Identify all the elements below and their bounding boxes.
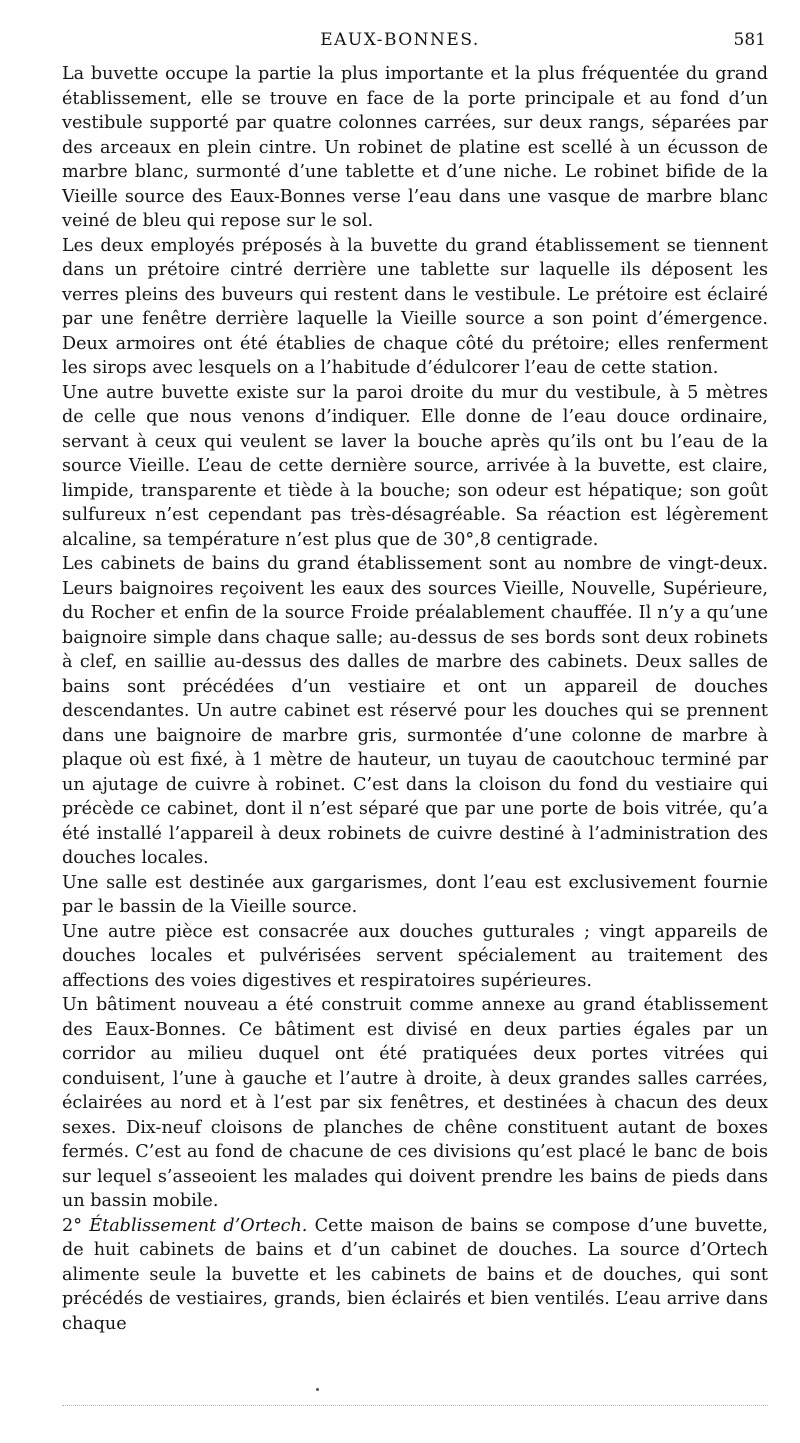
body-text bbox=[62, 62, 768, 1336]
section-heading: Établissement d’Ortech. bbox=[89, 1215, 308, 1236]
print-speck bbox=[316, 1388, 319, 1391]
paragraph-douches-gutturales: Une autre pièce est consacrée aux douches gutturales ; vingt appareils de douches locales et pulvérisées servent spécialement au traitement des affections des voies digestives et respiratoires supérieures. bbox=[62, 921, 768, 991]
running-head bbox=[0, 30, 800, 54]
paragraph-ortech bbox=[62, 1214, 768, 1337]
paragraph-employes: Les deux employés préposés à la buvette du grand établissement se tiennent dans un prétoire cintré derrière une tablette sur laquelle ils déposent les verres pleins des buveurs qui restent dans le vestibule. Le prétoire est éclairé par une fenêtre derrière laquelle la Vieille source a son point d’émergence. Deux armoires ont été établies de chaque côté du prétoire; elles renferment les sirops avec lesquels on a l’habitude d’édulcorer l’eau de cette station. bbox=[62, 235, 768, 378]
bottom-bleed-line bbox=[62, 1405, 768, 1406]
paragraph-cabinets-bains: Les cabinets de bains du grand établissement sont au nombre de vingt-deux. Leurs baignoires reçoivent les eaux des sources Vieille, Nouvelle, Supérieure, du Rocher et enfin de la source Froide préalablement chauffée. Il n’y a qu’une baignoire simple dans chaque salle; au-dessus de ses bords sont deux robinets à clef, en saillie au-dessus des dalles de marbre des cabinets. Deux salles de bains sont précédées d’un vestiaire et ont un appareil de douches descendantes. Un autre cabinet est réservé pour les douches qui se prennent dans une baignoire de marbre gris, surmontée d’une colonne de marbre à plaque où est fixé, à 1 mètre de hauteur, un tuyau de caoutchouc terminé par un ajutage de cuivre à robinet. C’est dans la cloison du fond du vestiaire qui précède ce cabinet, dont il n’est séparé que par une porte de bois vitrée, qu’a été installé l’appareil à deux robinets de cuivre destiné à l’administration des douches locales. bbox=[62, 554, 768, 868]
running-title: EAUX-BONNES. bbox=[320, 30, 480, 50]
paragraph-buvette: La buvette occupe la partie la plus importante et la plus fréquentée du grand établissement, elle se trouve en face de la porte principale et au fond d’un vestibule supporté par quatre colonnes carrées, sur deux rangs, séparées par des arceaux en plein cintre. Un robinet de platine est scellé à un écusson de marbre blanc, surmonté d’une tablette et d’une niche. Le robinet bifide de la Vieille source des Eaux-Bonnes verse l’eau dans une vasque de marbre blanc veiné de bleu qui repose sur le sol. bbox=[62, 64, 768, 231]
page-number: 581 bbox=[733, 30, 766, 50]
section-text: Cette maison de bains se compose d’une buvette, de huit cabinets de bains et d’un cabinet de douches. La source d’Ortech alimente seule la buvette et les cabinets de bains et de douches, qui sont précédés de vestiaires, grands, bien éclairés et bien ventilés. L’eau arrive dans chaque bbox=[62, 1215, 769, 1334]
paragraph-autre-buvette: Une autre buvette existe sur la paroi droite du mur du vestibule, à 5 mètres de celle que nous venons d’indiquer. Elle donne de l’eau douce ordinaire, servant à ceux qui veulent se laver la bouche après qu’ils ont bu l’eau de la source Vieille. L’eau de cette dernière source, arrivée à la buvette, est claire, limpide, transparente et tiède à la bouche; son odeur est hépatique; son goût sulfureux n’est cependant pas très-désagréable. Sa réaction est légèrement alcaline, sa température n’est plus que de 30°,8 centigrade. bbox=[62, 382, 768, 550]
paragraph-gargarismes: Une salle est destinée aux gargarismes, dont l’eau est exclusivement fournie par le bassin de la Vieille source. bbox=[62, 872, 768, 917]
section-number: 2° bbox=[62, 1215, 82, 1236]
paragraph-batiment-nouveau: Un bâtiment nouveau a été construit comme annexe au grand établissement des Eaux-Bonnes. Ce bâtiment est divisé en deux parties égales par un corridor au milieu duquel ont été pratiquées deux portes vitrées qui conduisent, l’une à gauche et l’autre à droite, à deux grandes salles carrées, éclairées au nord et à l’est par six fenêtres, et destinées à chacun des deux sexes. Dix-neuf cloisons de planches de chêne constituent autant de boxes fermés. C’est au fond de chacune de ces divisions qu’est placé le banc de bois sur lequel s’asseoient les malades qui doivent prendre les bains de pieds dans un bassin mobile. bbox=[62, 995, 768, 1211]
